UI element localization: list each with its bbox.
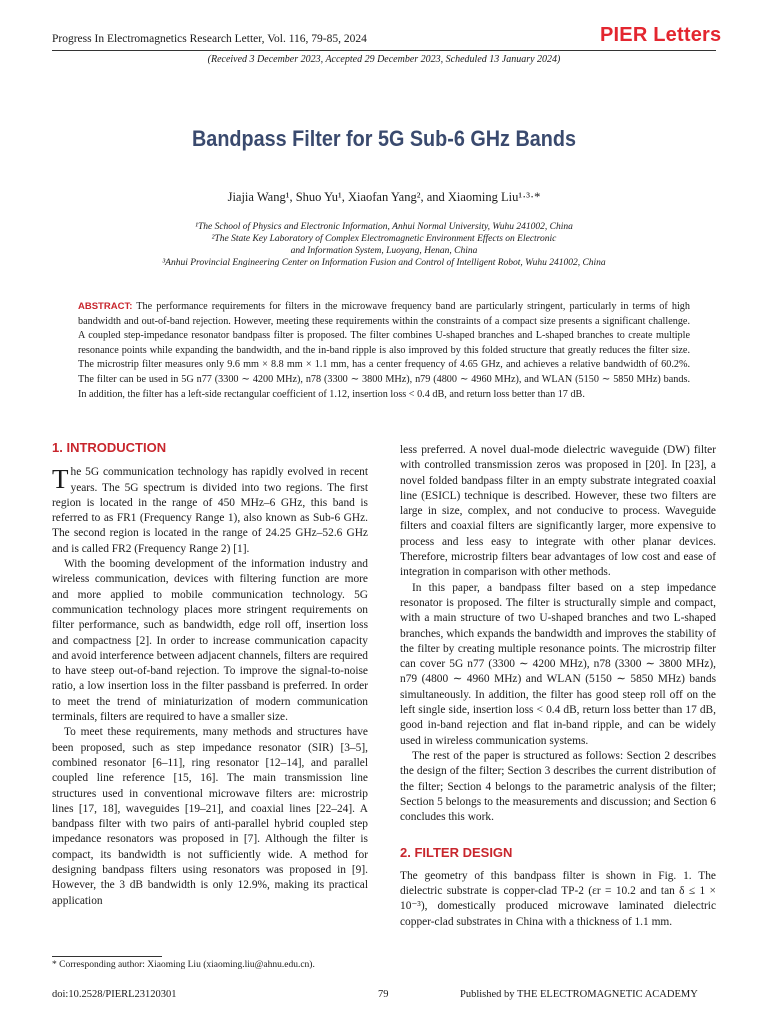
intro-paragraph-1-text: he 5G communication technology has rapidly evolved in recent years. The 5G spectrum is divided into two regions. The first region is located in the range of 450 MHz–6 GHz, this band is referred to as FR1 (Frequency Range 1), also known as Sub-6 GHz. The second region is located in the range of 24.25 GHz–52.6 GHz and is called FR2 (Frequency Range 2) [1].: [52, 466, 368, 555]
intro-paragraph-1: [52, 465, 368, 557]
right-column: [400, 443, 716, 930]
intro-paragraph-4: less preferred. A novel dual-mode dielectric waveguide (DW) filter with controlled transmission zeros was proposed in [20]. In [23], a novel folded bandpass filter in an empty substrate integrated coaxial line (ESICL) technique is described. However, these two filters are large in size, complex, and not conducive to process. Waveguide filters and coaxial filters are significantly larger, more expensive to process and less easy to integrate with other planar devices. Therefore, microstrip filters bear advantages of low cost and ease of integration in comparison with other methods.: [400, 444, 716, 579]
filter-design-paragraph: The geometry of this bandpass filter is shown in Fig. 1. The dielectric substrate is copper-clad TP-2 (εr = 10.2 and tan δ ≤ 1 × 10⁻³), domestically produced microwave laminated dielectric copper-clad substrates in China with a thickness of 1.1 mm.: [400, 869, 716, 928]
drop-cap: T: [52, 464, 69, 495]
doi: doi:10.2528/PIERL23120301: [52, 989, 177, 1000]
intro-paragraph-2: With the booming development of the information industry and wireless communication, devices with filtering function are more and more applied to mobile communication technology. 5G communication technology places more stringent requirements on filter performance, such as bandwidth, edge roll off, insertion loss and compactness [2]. In order to increase communication capacity and avoid interference between adjacent channels, filters are required to have steep out-of-band rejection. To improve the signal-to-noise ratio, a low insertion loss in the filter passband is preferred. In order to meet the trend of miniaturization of modern communication terminals, filters are required to have a smaller size.: [52, 558, 368, 724]
publisher: Published by THE ELECTROMAGNETIC ACADEMY: [460, 989, 698, 1000]
author-list: Jiajia Wang¹, Shuo Yu¹, Xiaofan Yang², and Xiaoming Liu¹·³·*: [227, 190, 541, 204]
article-title: Bandpass Filter for 5G Sub-6 GHz Bands: [192, 126, 576, 151]
affiliation-2-cont: and Information System, Luoyang, Henan, China: [290, 246, 478, 256]
abstract-label: ABSTRACT:: [78, 301, 133, 312]
section-heading-filter-design: 2. FILTER DESIGN: [400, 845, 513, 861]
corresponding-author-footnote: * Corresponding author: Xiaoming Liu (xiaoming.liu@ahnu.edu.cn).: [52, 960, 315, 970]
affiliation-3: ³Anhui Provincial Engineering Center on Information Fusion and Control of Intelligent Robot, Wuhu 241002, China: [162, 258, 606, 268]
page-number: 79: [378, 989, 389, 1000]
affiliation-2: ²The State Key Laboratory of Complex Electromagnetic Environment Effects on Electronic: [211, 234, 557, 244]
logo-pier-text: PIER: [600, 24, 648, 46]
journal-citation: Progress In Electromagnetics Research Letter, Vol. 116, 79-85, 2024: [52, 33, 367, 45]
affiliation-1: ¹The School of Physics and Electronic Information, Anhui Normal University, Wuhu 241002, China: [195, 222, 573, 232]
section-heading-introduction: 1. INTRODUCTION: [52, 440, 167, 455]
intro-paragraph-5: In this paper, a bandpass filter based on a step impedance resonator is proposed. The filter is structurally simple and compact, with a main structure of two U-shaped branches and two L-shaped branches, which expands the bandwidth and improves the stability of the filter by creating multiple resonance points. The microstrip filter can cover 5G n77 (3300 ∼ 4200 MHz), n78 (3300 ∼ 3800 MHz), n79 (4800 ∼ 4960 MHz) and WLAN (5150 ∼ 5850 MHz) bands simultaneously. In addition, the filter has good steep roll off on the left single side, insertion loss < 0.4 dB, return loss better than 17 dB, good in-band rejection and flat in-band ripple, and can be widely used in wireless communication systems.: [400, 581, 716, 747]
header-rule: [52, 50, 716, 51]
intro-paragraph-3: To meet these requirements, many methods and structures have been proposed, such as step impedance resonator (SIR) [3–5], combined resonator [6–11], ring resonator [12–14], and parallel coupled line reference [15, 16]. The main transmission line structures used in conventional microwave filters are: microstrip lines [17, 18], waveguides [19–21], and coaxial lines [22–24]. A bandpass filter with two pairs of anti-parallel hybrid coupled step impedance resonators was proposed in [7]. Although the filter is compact, its bandwidth is not sufficiently wide. A method for designing bandpass filters using resonators was proposed in [9]. However, the 3 dB bandwidth is only 12.9%, making its practical application: [52, 726, 368, 907]
pier-letters-logo: [600, 24, 721, 47]
abstract-text: The performance requirements for filters in the microwave frequency band are particularly stringent, particularly in terms of high bandwidth and out-of-band rejection. However, meeting these requirements within the constraints of a compact size presents a significant challenge. A coupled step-impedance resonator bandpass filter is proposed. The filter combines U-shaped branches and L-shaped branches to create multiple resonance points while expanding the bandwidth, and the in-band ripple is also improved by this folded structure that greatly reduces the filter size. The microstrip filter measures only 9.6 mm × 8.8 mm × 1.1 mm, has a center frequency of 4.65 GHz, and achieves a relative bandwidth of 60.2%. The filter can be used in 5G n77 (3300 ∼ 4200 MHz), n78 (3300 ∼ 3800 MHz), n79 (4800 ∼ 4960 MHz), and WLAN (5150 ∼ 5850 MHz) bands. In addition, the filter has a left-side rectangular coefficient of 1.12, insertion loss < 0.4 dB, and return loss better than 17 dB.: [78, 301, 690, 400]
logo-letters-text: Letters: [653, 24, 722, 46]
received-dates: (Received 3 December 2023, Accepted 29 December 2023, Scheduled 13 January 2024): [207, 54, 561, 65]
abstract: [78, 300, 690, 402]
intro-paragraph-6: The rest of the paper is structured as follows: Section 2 describes the design of the filter; Section 3 describes the current distribution of the filter; Section 4 belongs to the parametric analysis of the filter; Section 5 belongs to the measurements and discussion; and Section 6 concludes this work.: [400, 749, 716, 824]
footnote-rule: [52, 956, 162, 957]
left-column: [52, 440, 368, 909]
